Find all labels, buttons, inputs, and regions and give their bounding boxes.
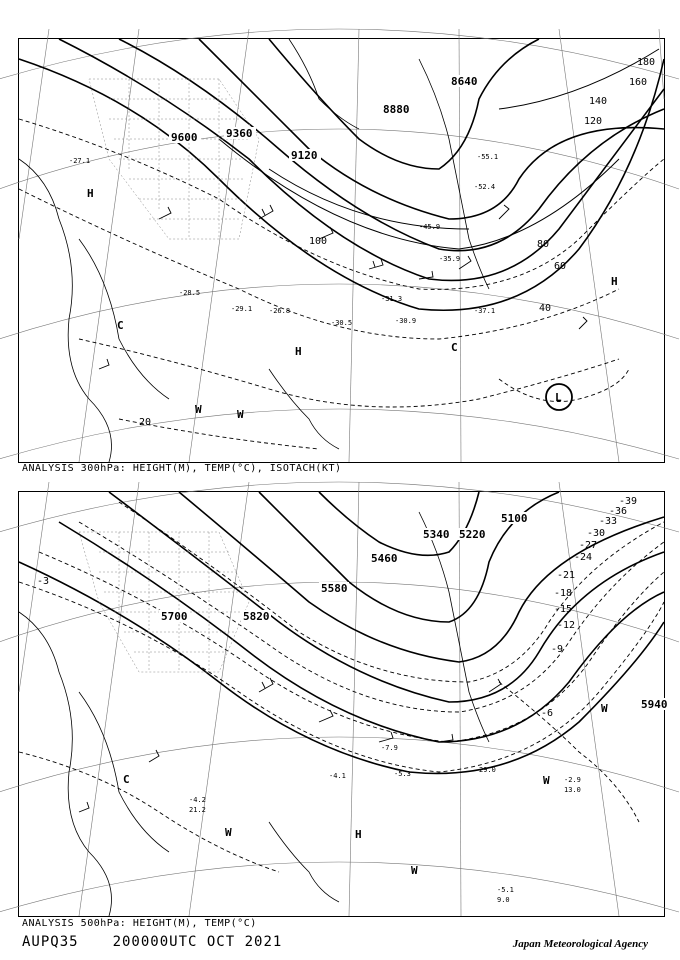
station-label: -4.1 — [329, 772, 346, 780]
temp-label: -26.8 — [269, 307, 291, 315]
valid-datetime: 200000UTC OCT 2021 — [112, 934, 283, 950]
temp-contour-label: -24 — [574, 552, 593, 563]
isotach-label: 60 — [554, 261, 567, 272]
cold-center: C — [117, 319, 124, 332]
height-label: 5460 — [371, 552, 398, 565]
height-label: 5700 — [161, 610, 188, 623]
temp-label: -27.1 — [69, 157, 91, 165]
temp-label: -45.9 — [419, 223, 441, 231]
map-500hpa — [18, 491, 668, 917]
hatched-region-300 — [89, 79, 259, 239]
temp-contour-labels-500 — [37, 496, 637, 719]
temp-contour-label: -18 — [554, 588, 573, 599]
height-label: 9120 — [291, 149, 318, 162]
temp-contour-label: -15 — [554, 604, 573, 615]
height-label: 9600 — [171, 131, 198, 144]
high-center: H — [87, 187, 94, 200]
high-center: H — [611, 275, 618, 288]
agency-credit: Japan Meteorological Agency — [512, 938, 648, 950]
isotach-label: 20 — [139, 417, 152, 428]
temp-contour-label: -12 — [557, 620, 576, 631]
warm-center: W — [195, 403, 202, 416]
wind-barbs-300 — [99, 205, 587, 369]
cold-center: C — [123, 773, 130, 786]
station-label: 9.0 — [497, 896, 510, 904]
height-label: 5820 — [243, 610, 270, 623]
isotach-label: 160 — [629, 77, 648, 88]
temp-contour-label: -39 — [619, 496, 638, 507]
height-label: 5220 — [459, 528, 486, 541]
station-label: 21.2 — [189, 806, 206, 814]
temp-contour-label: -21 — [557, 570, 576, 581]
height-label: 5340 — [423, 528, 450, 541]
temp-contour-label: -27 — [579, 540, 598, 551]
height-label: 5940 — [641, 698, 668, 711]
high-center: H — [295, 345, 302, 358]
station-label: -5.3 — [394, 770, 411, 778]
pressure-centers-500 — [123, 702, 608, 877]
isotach-label: 180 — [637, 57, 656, 68]
caption-500hpa: ANALYSIS 500hPa: HEIGHT(M), TEMP(°C) — [22, 918, 257, 929]
temp-contour-label: -3 — [37, 576, 50, 587]
wind-barbs-500 — [79, 678, 501, 812]
coastline-300 — [19, 39, 489, 462]
height-label: 8640 — [451, 75, 478, 88]
temp-label: -35.9 — [439, 255, 461, 263]
station-label: -2.9 — [564, 776, 581, 784]
warm-center: W — [601, 702, 608, 715]
height-contours-500 — [19, 492, 664, 773]
temp-label: -37.1 — [474, 307, 496, 315]
warm-center: W — [225, 826, 232, 839]
caption-300hpa: ANALYSIS 300hPa: HEIGHT(M), TEMP(°C), ISOTACH(KT) — [22, 463, 342, 474]
isotach-label: 40 — [539, 303, 552, 314]
isotach-contours-300 — [219, 49, 659, 249]
map-500hpa-canvas — [19, 492, 668, 916]
temp-label: -52.4 — [474, 183, 496, 191]
height-label: 5580 — [321, 582, 348, 595]
cold-center: C — [451, 341, 458, 354]
temp-label: -28.5 — [179, 289, 201, 297]
isotach-label: 100 — [309, 236, 328, 247]
hatched-region-500 — [79, 532, 249, 672]
warm-center: W — [237, 408, 244, 421]
warm-center: W — [543, 774, 550, 787]
chart-id-line — [22, 934, 316, 950]
graticule-500 — [0, 482, 679, 916]
isotach-label: 140 — [589, 96, 608, 107]
height-contours-300 — [19, 39, 664, 310]
product-code: AUPQ35 — [22, 934, 79, 950]
low-center: L — [555, 391, 562, 404]
station-label: 29.0 — [479, 766, 496, 774]
height-label: 5100 — [501, 512, 528, 525]
station-label: -7.9 — [381, 744, 398, 752]
station-label: -5.1 — [497, 886, 514, 894]
isotach-label: 120 — [584, 116, 603, 127]
high-center: H — [355, 828, 362, 841]
warm-center: W — [411, 864, 418, 877]
temp-label: -30.5 — [331, 319, 353, 327]
station-labels-500 — [189, 744, 581, 904]
temp-contour-label: -6 — [541, 708, 554, 719]
map-300hpa — [18, 38, 665, 463]
height-label: 9360 — [226, 127, 253, 140]
map-300hpa-canvas — [19, 39, 664, 462]
temp-label: -29.1 — [231, 305, 253, 313]
temp-contour-label: -33 — [599, 516, 618, 527]
isotach-label: 80 — [537, 239, 550, 250]
temp-label: -31.3 — [381, 295, 403, 303]
station-label: 13.0 — [564, 786, 581, 794]
temp-contour-label: -30 — [587, 528, 606, 539]
temp-label: -55.1 — [477, 153, 499, 161]
coastline-500 — [19, 512, 489, 916]
temp-contour-label: -9 — [551, 644, 564, 655]
temp-label: -30.9 — [395, 317, 417, 325]
station-label: -4.2 — [189, 796, 206, 804]
height-labels-300 — [169, 75, 481, 162]
height-label: 8880 — [383, 103, 410, 116]
temp-contour-label: -36 — [609, 506, 628, 517]
